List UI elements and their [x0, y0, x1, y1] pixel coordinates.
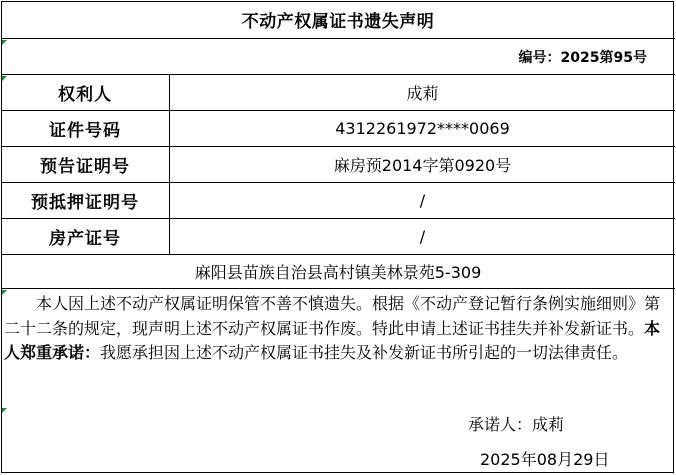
- grid-line: [1, 288, 675, 289]
- statement-pledge-text: 我愿承担因上述不动产权属证书挂失及补发新证书所引起的一切法律责任。: [100, 343, 629, 362]
- cell-marker: [2, 408, 7, 413]
- property-address: 麻阳县苗族自治县高村镇美林景苑5-309: [194, 263, 482, 282]
- signer: 承诺人：成莉: [468, 414, 565, 434]
- label-premortgage-cert: 预抵押证明号: [31, 193, 139, 213]
- page-title: 不动产权属证书遗失声明: [241, 12, 435, 32]
- document-number: 编号：2025第95号: [518, 49, 647, 66]
- label-presale-cert: 预告证明号: [40, 157, 130, 177]
- statement-text: 本人因上述不动产权属证明保管不善不慎遗失。根据《不动产登记暂行条例实施细则》第二十二条的规定，现声明上述不动产权属证书作废。特此申请上述证书挂失并补发新证书。: [4, 294, 661, 338]
- value-presale-cert: 麻房预2014字第0920号: [333, 156, 512, 175]
- label-property-cert: 房产证号: [49, 229, 121, 249]
- value-owner: 成莉: [406, 84, 439, 103]
- statement-paragraph: [4, 292, 672, 366]
- label-owner: 权利人: [58, 85, 112, 105]
- value-premortgage-cert: /: [419, 191, 426, 210]
- sign-date: 2025年08月29日: [480, 449, 610, 469]
- label-id-number: 证件号码: [49, 121, 121, 141]
- value-property-cert: /: [419, 227, 426, 246]
- statement-pledge-label: 本人郑重承诺：: [4, 318, 661, 362]
- value-id-number: 4312261972****0069: [335, 119, 510, 138]
